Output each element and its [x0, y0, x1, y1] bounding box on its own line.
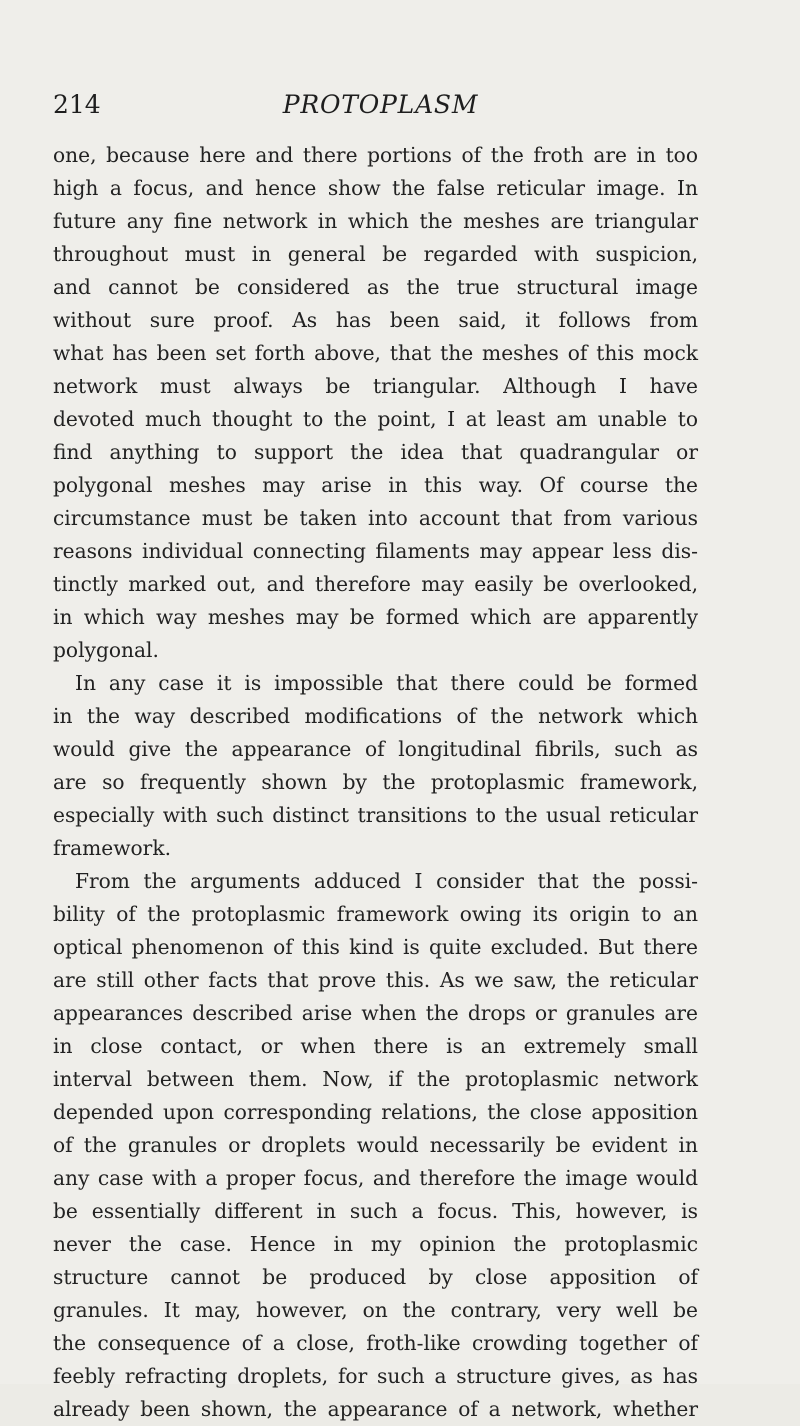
text-line: high a focus, and hence show the false reticular image. In	[53, 176, 698, 200]
text-line: be essentially different in such a focus. This, however, is	[53, 1199, 698, 1223]
text-line: one, because here and there portions of the froth are in too	[53, 143, 698, 167]
text-line: interval between them. Now, if the protoplasmic network	[53, 1067, 698, 1091]
text-line: throughout must in general be regarded with suspicion,	[53, 242, 698, 266]
text-line: in which way meshes may be formed which are apparently	[53, 605, 698, 629]
paragraph-start-line: From the arguments adduced I consider that the possi-	[75, 869, 698, 893]
text-line: find anything to support the idea that quadrangular or	[53, 440, 698, 464]
body-text	[53, 139, 698, 1426]
page-number: 214	[53, 90, 101, 119]
text-line: devoted much thought to the point, I at least am unable to	[53, 407, 698, 431]
text-line: especially with such distinct transitions to the usual reticular	[53, 803, 698, 827]
paragraph-end-line: framework.	[53, 836, 171, 860]
paragraph-end-line: polygonal.	[53, 638, 159, 662]
text-line: of the granules or droplets would necessarily be evident in	[53, 1133, 698, 1157]
text-line: and cannot be considered as the true structural image	[53, 275, 698, 299]
text-line: tinctly marked out, and therefore may easily be overlooked,	[53, 572, 698, 596]
text-line: network must always be triangular. Although I have	[53, 374, 698, 398]
text-line: structure cannot be produced by close apposition of	[53, 1265, 698, 1289]
text-line: future any fine network in which the meshes are triangular	[53, 209, 698, 233]
text-line: circumstance must be taken into account that from various	[53, 506, 698, 530]
text-line: would give the appearance of longitudinal fibrils, such as	[53, 737, 698, 761]
running-title: PROTOPLASM	[282, 90, 479, 119]
text-line: are still other facts that prove this. As we saw, the reticular	[53, 968, 698, 992]
text-line: optical phenomenon of this kind is quite excluded. But there	[53, 935, 698, 959]
text-line: the consequence of a close, froth-like crowding together of	[53, 1331, 698, 1355]
text-line: granules. It may, however, on the contrary, very well be	[53, 1298, 698, 1322]
text-line: are so frequently shown by the protoplasmic framework,	[53, 770, 698, 794]
text-line: polygonal meshes may arise in this way. Of course the	[53, 473, 698, 497]
text-line: what has been set forth above, that the meshes of this mock	[53, 341, 698, 365]
text-line: bility of the protoplasmic framework owing its origin to an	[53, 902, 698, 926]
running-head	[53, 88, 698, 122]
text-line: in the way described modifications of the network which	[53, 704, 698, 728]
text-line: in close contact, or when there is an extremely small	[53, 1034, 698, 1058]
text-line: depended upon corresponding relations, the close apposition	[53, 1100, 698, 1124]
paragraph-start-line: In any case it is impossible that there could be formed	[75, 671, 698, 695]
text-line: never the case. Hence in my opinion the protoplasmic	[53, 1232, 698, 1256]
text-line: feebly refracting droplets, for such a structure gives, as has	[53, 1364, 698, 1388]
text-line: reasons individual connecting filaments may appear less dis-	[53, 539, 698, 563]
text-line: any case with a proper focus, and therefore the image would	[53, 1166, 698, 1190]
text-line: appearances described arise when the drops or granules are	[53, 1001, 698, 1025]
text-line: already been shown, the appearance of a network, whether	[53, 1397, 698, 1421]
text-line: without sure proof. As has been said, it follows from	[53, 308, 698, 332]
